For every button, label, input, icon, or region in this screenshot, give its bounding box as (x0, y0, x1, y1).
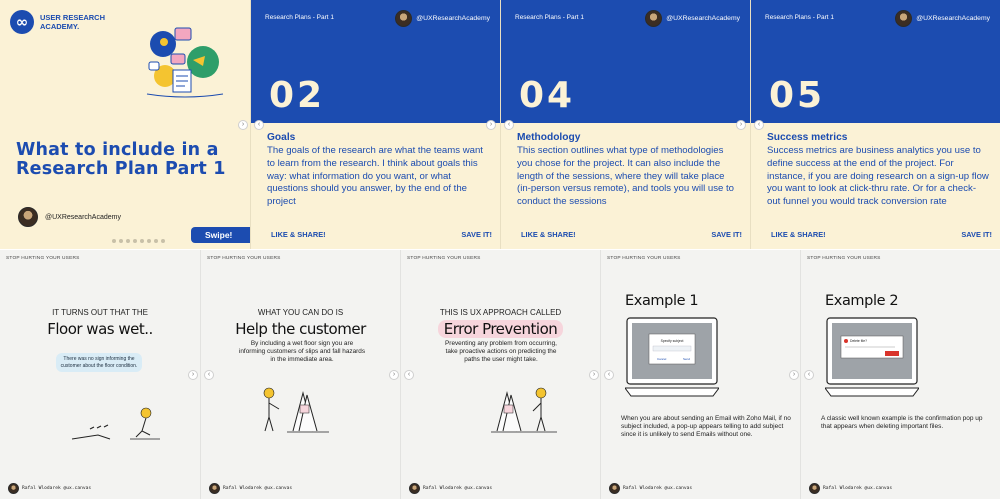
chevron-left-icon[interactable]: ‹ (404, 370, 414, 380)
like-share-label: LIKE & SHARE! (521, 230, 576, 239)
signature-text: Rafal Wlodarek @ux.canvas (423, 485, 493, 491)
slide-handle[interactable] (895, 10, 990, 27)
panel-tag: STOP HURTING YOUR USERS (607, 256, 681, 261)
carousel-dot (154, 239, 158, 243)
save-label: SAVE IT! (461, 230, 492, 239)
avatar-icon (18, 207, 38, 227)
dialog-send-button[interactable]: Send (683, 357, 691, 361)
slide-number: 02 (269, 75, 326, 116)
slide-handle[interactable] (645, 10, 740, 27)
chevron-right-icon[interactable]: › (589, 370, 599, 380)
chevron-right-icon[interactable]: › (789, 370, 799, 380)
panel-description: Preventing any problem from occurring, take proactive actions on predicting the paths the user might take. (445, 340, 557, 363)
dialog-cancel-button[interactable]: Cancel (657, 357, 667, 361)
avatar-icon (409, 483, 420, 494)
chevron-right-icon[interactable]: › (238, 120, 248, 130)
carousel-dot (140, 239, 144, 243)
chevron-left-icon[interactable]: ‹ (204, 370, 214, 380)
cover-handle[interactable] (18, 207, 121, 227)
chevron-right-icon[interactable]: › (486, 120, 496, 130)
signature-text: Rafal Wlodarek @ux.canvas (223, 485, 293, 491)
chevron-right-icon[interactable]: › (736, 120, 746, 130)
panel-heading (401, 320, 600, 338)
panel-subheading: WHAT YOU CAN DO IS (257, 308, 344, 317)
slide-methodology[interactable] (500, 0, 750, 249)
carousel-dot (126, 239, 130, 243)
laptop-delete-dialog-illustration (825, 316, 919, 400)
signature-text: Rafal Wlodarek @ux.canvas (623, 485, 693, 491)
author-signature (609, 483, 692, 494)
panel-tag: STOP HURTING YOUR USERS (6, 256, 80, 261)
author-signature (209, 483, 292, 494)
panel-subheading: IT TURNS OUT THAT THE (52, 308, 148, 317)
panel-tag: STOP HURTING YOUR USERS (807, 256, 881, 261)
example-title: Example 1 (625, 293, 699, 309)
dialog-title: Delete file? (850, 339, 867, 343)
slide-number: 05 (769, 75, 826, 116)
panel-error-prevention[interactable] (400, 250, 600, 499)
signature-text: Rafal Wlodarek @ux.canvas (22, 485, 92, 491)
handle-text: @UXResearchAcademy (666, 15, 740, 22)
cover-card[interactable] (0, 0, 250, 249)
logo-mark-icon: ∞ (10, 10, 34, 34)
carousel-dot (161, 239, 165, 243)
avatar-icon (895, 10, 912, 27)
avatar-icon (8, 483, 19, 494)
save-label: SAVE IT! (711, 230, 742, 239)
signature-text: Rafal Wlodarek @ux.canvas (823, 485, 893, 491)
panel-floor-wet[interactable] (0, 250, 200, 499)
panel-tag: STOP HURTING YOUR USERS (207, 256, 281, 261)
slide-heading: Success metrics (767, 132, 848, 143)
chevron-left-icon[interactable]: ‹ (504, 120, 514, 130)
slide-goals[interactable] (250, 0, 500, 249)
avatar-icon (395, 10, 412, 27)
laptop-email-dialog-illustration (625, 316, 719, 400)
brand-logo (10, 10, 110, 34)
dialog-title: Specify subject (660, 339, 684, 343)
handle-text: @UXResearchAcademy (916, 15, 990, 22)
carousel-dots (112, 239, 165, 243)
carousel-dot (133, 239, 137, 243)
handle-text: @UXResearchAcademy (416, 15, 490, 22)
chevron-right-icon[interactable]: › (389, 370, 399, 380)
top-carousel-row (0, 0, 1000, 249)
slide-success-metrics[interactable] (750, 0, 1000, 249)
author-signature (809, 483, 892, 494)
sign-and-person-illustration (489, 385, 559, 437)
chevron-left-icon[interactable]: ‹ (804, 370, 814, 380)
slide-body: The goals of the research are what the teams want to learn from the research. I think about goals this way: what information do you want, or what questions should you answer, by the end of the project (267, 145, 483, 208)
example-title: Example 2 (825, 293, 899, 309)
avatar-icon (209, 483, 220, 494)
like-share-label: LIKE & SHARE! (771, 230, 826, 239)
slide-body: Success metrics are business analytics you use to define success at the end of the project. For instance, if you are doing research on a sign-up flow you want to look at click-thru rate. Or for a check-out funnel you would track conversion rate (767, 145, 989, 208)
author-signature (8, 483, 91, 494)
slide-heading: Methodology (517, 132, 581, 143)
chevron-left-icon[interactable]: ‹ (254, 120, 264, 130)
avatar-icon (809, 483, 820, 494)
author-signature (409, 483, 492, 494)
example-description: When you are about sending an Email with Zoho Mail, if no subject included, a pop-up appears telling to add subject since it is unlikely to send Emails without one. (621, 415, 791, 439)
panel-heading: Help the customer (235, 320, 366, 338)
panel-example-1[interactable] (600, 250, 800, 499)
highlighted-heading: Error Prevention (438, 320, 564, 338)
like-share-label: LIKE & SHARE! (271, 230, 326, 239)
panel-subheading: THIS IS UX APPROACH CALLED (439, 308, 562, 317)
panel-example-2[interactable] (800, 250, 1000, 499)
wet-floor-illustration (70, 405, 160, 445)
slide-header: Research Plans - Part 1 (765, 14, 835, 21)
slide-header: Research Plans - Part 1 (265, 14, 335, 21)
research-illustration (145, 24, 225, 100)
carousel-dot (147, 239, 151, 243)
chevron-right-icon[interactable]: › (188, 370, 198, 380)
chevron-left-icon[interactable]: ‹ (754, 120, 764, 130)
handle-text: @UXResearchAcademy (45, 213, 121, 221)
chevron-left-icon[interactable]: ‹ (604, 370, 614, 380)
slide-body: This section outlines what type of methodologies you chose for the project. It can also include the length of the sessions, where they will take place (in-person versus remote), and tools you will use to conduct the sessions (517, 145, 735, 208)
slide-number: 04 (519, 75, 576, 116)
cover-title: What to include in a Research Plan Part 1 (16, 140, 226, 179)
example-description: A classic well known example is the confirmation pop up that appears when deleting important files. (821, 415, 983, 431)
swipe-button[interactable]: Swipe! (191, 227, 250, 243)
avatar-icon (609, 483, 620, 494)
panel-description: By including a wet floor sign you are informing customers of slips and fall hazards in the immediate area. (238, 340, 366, 363)
save-label: SAVE IT! (961, 230, 992, 239)
avatar-icon (645, 10, 662, 27)
carousel-dot (112, 239, 116, 243)
slide-heading: Goals (267, 132, 296, 143)
logo-text: USER RESEARCH ACADEMY. (40, 13, 106, 31)
panel-note: There was no sign informing the customer about the floor condition. (56, 353, 142, 372)
wet-floor-sign-illustration (259, 385, 339, 437)
bottom-carousel-row (0, 250, 1000, 499)
panel-help-customer[interactable] (200, 250, 400, 499)
panel-tag: STOP HURTING YOUR USERS (407, 256, 481, 261)
carousel-dot (119, 239, 123, 243)
slide-handle[interactable] (395, 10, 490, 27)
panel-heading: Floor was wet.. (47, 320, 153, 338)
slide-header: Research Plans - Part 1 (515, 14, 585, 21)
